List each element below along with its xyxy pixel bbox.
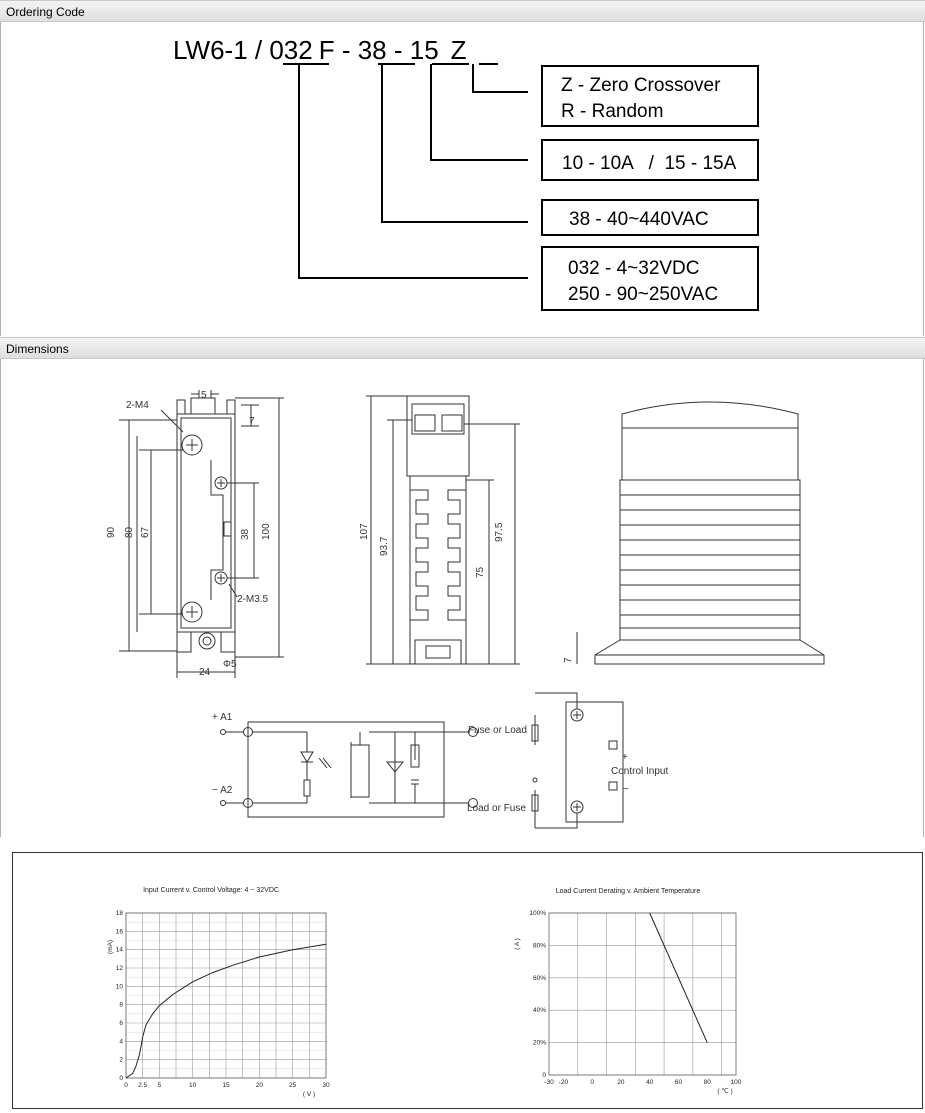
chart-0-ytick: 10: [115, 983, 123, 991]
chart-0-xtick: 10: [189, 1082, 197, 1089]
switch-zero-label: Z - Zero Crossover: [561, 75, 721, 96]
terminal-a1-label: + A1: [212, 712, 233, 723]
chart-0-ytick: 14: [115, 946, 123, 954]
chart-1-xtick: 0: [590, 1079, 594, 1086]
chart-0-ytick: 18: [115, 910, 123, 917]
chart-0-xtick: 5: [157, 1082, 162, 1089]
code-voltage: 032: [269, 35, 313, 65]
dim-5: 5: [201, 390, 207, 401]
chart-0-ytick: 8: [119, 1001, 123, 1009]
chart-0-ytick: 2: [119, 1056, 123, 1064]
chart-1-xtick: 60: [674, 1079, 683, 1086]
chart-0-xtick: 25: [289, 1082, 297, 1089]
chart-0-ytick: 4: [119, 1038, 123, 1046]
code-switch: Z: [450, 35, 467, 65]
ordering-code-title: Ordering Code: [6, 5, 85, 19]
performance-charts: [13, 853, 922, 1108]
dim-iso-7: 7: [563, 657, 574, 663]
chart-1-xtick: 80: [703, 1079, 711, 1086]
chart-1-xtick: 40: [646, 1079, 654, 1086]
code-sep1: F -: [318, 35, 358, 65]
svg-text:LW6-1 / 032F - 38 - 15Z: [173, 35, 467, 65]
chart-1-xtick: 100: [730, 1079, 742, 1086]
control-dc-label: 032 - 4~32VDC: [568, 258, 700, 279]
control-input-label: Control Input: [611, 766, 669, 777]
code-prefix: LW6-1 /: [173, 35, 270, 65]
dim-107: 107: [359, 523, 370, 540]
dim-90: 90: [106, 526, 117, 538]
dim-75: 75: [475, 566, 486, 578]
line-voltage-label: 38 - 40~440VAC: [569, 209, 709, 230]
chart-1-ytick: 0: [542, 1072, 546, 1079]
dim-80: 80: [124, 526, 135, 538]
dim-2m4: 2-M4: [126, 400, 149, 411]
chart-0-xtick: 0: [124, 1082, 128, 1089]
fuse-or-load-label: Fuse or Load: [468, 725, 527, 736]
control-minus-label: −: [623, 784, 629, 795]
dim-7: 7: [249, 416, 255, 427]
chart-0-title: Input Current v. Control Voltage: 4 ~ 32VDC: [143, 887, 279, 894]
dim-24: 24: [199, 667, 211, 678]
dim-97-5: 97.5: [494, 522, 505, 542]
ordering-code-diagram: [1, 22, 923, 336]
dim-67: 67: [140, 526, 151, 538]
chart-1-xlabel: ( ℃ ): [717, 1088, 733, 1095]
chart-0-xlabel: ( V ): [302, 1091, 316, 1098]
control-ac-label: 250 - 90~250VAC: [568, 284, 719, 305]
terminal-a2-label: − A2: [212, 785, 233, 796]
chart-1-ytick: 60%: [532, 974, 546, 982]
ordering-code-header: [0, 0, 925, 22]
dimensions-title: Dimensions: [6, 342, 69, 356]
dim-phi5: Φ5: [223, 659, 237, 670]
chart-0-ylabel: (mA): [107, 939, 114, 955]
code-line: 38: [357, 35, 387, 65]
chart-0-xtick: 20: [255, 1082, 263, 1089]
chart-1-xtick: 20: [617, 1079, 625, 1086]
chart-0-xtick: 2.5: [138, 1082, 148, 1089]
chart-1-frame: [549, 913, 736, 1075]
dim-93-7: 93.7: [379, 536, 390, 556]
iso-view: [577, 402, 824, 664]
charts-panel: [12, 852, 923, 1109]
code-leaders: [299, 64, 528, 278]
chart-0-ytick: 16: [115, 928, 123, 936]
chart-1-xtick: -30: [544, 1079, 554, 1086]
dim-100: 100: [261, 523, 272, 540]
dimensions-drawing: [1, 359, 923, 837]
chart-1-xtick: -20: [558, 1079, 569, 1086]
chart-1-ytick: 20%: [532, 1039, 546, 1047]
chart-0-ytick: 12: [115, 965, 123, 972]
chart-1-title: Load Current Derating v. Ambient Temperature: [555, 888, 701, 895]
chart-0-ytick: 0: [119, 1075, 123, 1082]
ordering-code-body: [0, 22, 924, 336]
chart-1-ytick: 80%: [532, 942, 546, 950]
dimensions-header: [0, 337, 925, 359]
switch-random-label: R - Random: [561, 101, 664, 122]
chart-1-ytick: 100%: [529, 910, 546, 917]
load-or-fuse-label: Load or Fuse: [467, 803, 526, 814]
chart-0-ytick: 6: [119, 1020, 123, 1027]
dimensions-body: [0, 359, 924, 837]
circuit-diagram: [221, 693, 624, 828]
chart-0-xtick: 30: [322, 1082, 330, 1089]
code-sep2: -: [386, 35, 410, 65]
chart-1-ylabel: ( A ): [514, 938, 521, 950]
dim-38: 38: [240, 528, 251, 540]
current-label: 10 - 10A / 15 - 15A: [562, 153, 737, 174]
chart-1-ytick: 40%: [532, 1007, 546, 1015]
chart-0-xtick: 15: [222, 1082, 230, 1089]
code-current: 15: [409, 35, 439, 65]
dim-2m35: 2-M3.5: [237, 594, 269, 605]
control-plus-label: +: [622, 752, 628, 763]
